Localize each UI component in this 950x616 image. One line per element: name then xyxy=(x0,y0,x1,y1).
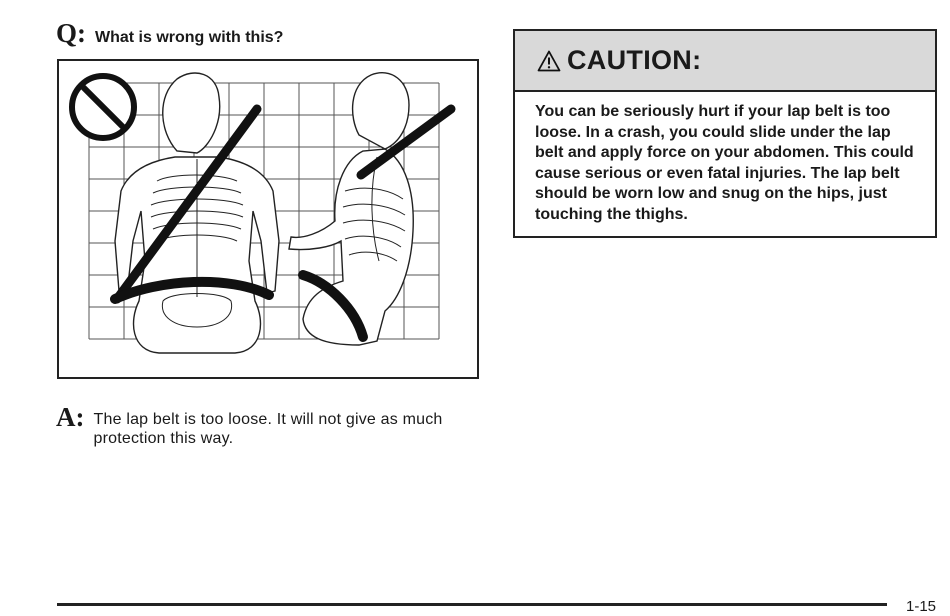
seatbelt-illustration xyxy=(57,59,479,379)
question-text: What is wrong with this? xyxy=(95,29,284,46)
answer-letter: A: xyxy=(56,402,85,432)
answer-row xyxy=(56,404,474,448)
page-number: 1-15 xyxy=(906,598,937,615)
footer-rule xyxy=(57,603,887,606)
prohibition-icon xyxy=(72,76,134,138)
answer-text: The lap belt is too loose. It will not give as much protection this way. xyxy=(93,411,443,447)
warning-triangle-icon xyxy=(537,50,561,72)
caution-box xyxy=(513,29,937,238)
question-letter: Q: xyxy=(56,18,86,48)
question-row xyxy=(56,20,283,47)
caution-header xyxy=(515,31,935,92)
caution-text: You can be seriously hurt if your lap belt is too loose. In a crash, you could slide under the lap belt and apply force on your abdomen. This could cause serious or even fatal injuries. The lap belt should be worn low and snug on the hips, just touching the thighs. xyxy=(535,103,914,223)
caution-title: CAUTION: xyxy=(567,45,702,75)
